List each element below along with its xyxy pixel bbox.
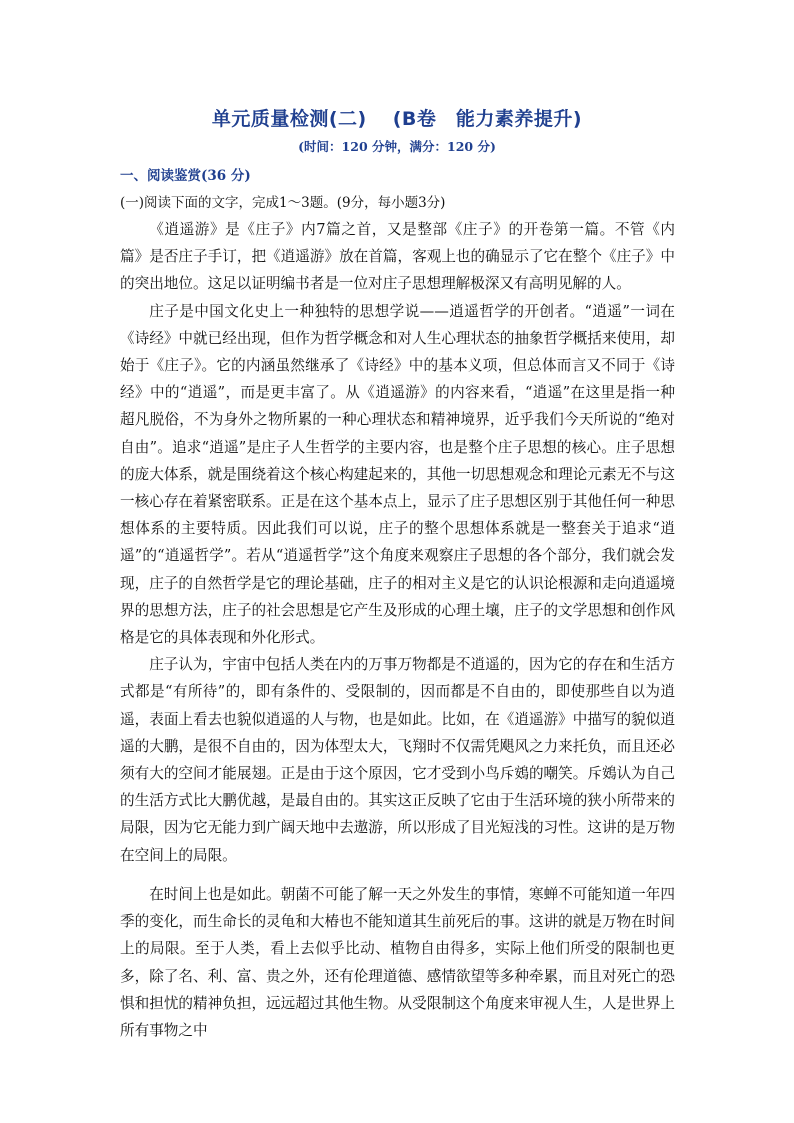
paragraph: 《逍遥游》是《庄子》内7篇之首，又是整部《庄子》的开卷第一篇。不管《内篇》是否庄子手订，把《逍遥游》放在首篇，客观上也的确显示了它在整个《庄子》中的突出地位。这足以证明编书者是一位对庄子思想理解极深又有高明见解的人。 [120,221,675,293]
exam-meta: (时间：120 分钟，满分：120 分) [298,139,496,154]
paragraph: 庄子认为，宇宙中包括人类在内的万事万物都是不逍遥的，因为它的存在和生活方式都是“有所待”的，即有条件的、受限制的，因而都是不自由的，即使那些自以为逍遥，表面上看去也貌似逍遥的人与物，也是如此。比如，在《逍遥游》中描写的貌似逍遥的大鹏，是很不自由的，因为体型太大，飞翔时不仅需凭飓风之力来托负，而且还必须有大的空间才能展翅。正是由于这个原因，它才受到小鸟斥鴳的嘲笑。斥鴳认为自己的生活方式比大鹏优越，是最自由的。其实这正反映了它由于生活环境的狭小所带来的局限，因为它无能力到广阔天地中去遨游，所以形成了目光短浅的习性。这讲的是万物在空间上的局限。 [120,656,675,864]
section-heading: 一、阅读鉴赏(36 分) [120,168,251,184]
passage-block-1 [120,216,675,869]
paragraph: 在时间上也是如此。朝菌不可能了解一天之外发生的事情，寒蝉不可能知道一年四季的变化，而生命长的灵龟和大椿也不能知道其生前死后的事。这讲的就是万物在时间上的局限。至于人类，看上去似乎比动、植物自由得多，实际上他们所受的限制也更多，除了名、利、富、贵之外，还有伦理道德、感情欲望等多种牵累，而且对死亡的恐惧和担忧的精神负担，远远超过其他生物。从受限制这个角度来审视人生，人是世界上所有事物之中 [120,886,675,1040]
title-sub: (B卷 能力素养提升) [392,108,583,130]
section-instruction: (一)阅读下面的文字，完成1～3题。(9分，每小题3分) [120,195,446,211]
title-main: 单元质量检测(二) [211,108,367,130]
document-title [0,104,794,131]
paragraph: 庄子是中国文化史上一种独特的思想学说——逍遥哲学的开创者。“逍遥”一词在《诗经》中就已经出现，但作为哲学概念和对人生心理状态的抽象哲学概括来使用，却始于《庄子》。它的内涵虽然继承了《诗经》中的基本义项，但总体而言又不同于《诗经》中的“逍遥”，而是更丰富了。从《逍遥游》的内容来看，“逍遥”在这里是指一种超凡脱俗，不为身外之物所累的一种心理状态和精神境界，近乎我们今天所说的“绝对自由”。追求“逍遥”是庄子人生哲学的主要内容，也是整个庄子思想的核心。庄子思想的庞大体系，就是围绕着这个核心构建起来的，其他一切思想观念和理论元素无不与这一核心存在着紧密联系。正是在这个基本点上，显示了庄子思想区别于其他任何一种思想体系的主要特质。因此我们可以说，庄子的整个思想体系就是一整套关于追求“逍遥”的“逍遥哲学”。若从“逍遥哲学”这个角度来观察庄子思想的各个部分，我们就会发现，庄子的自然哲学是它的理论基础，庄子的相对主义是它的认识论根源和走向逍遥境界的思想方法，庄子的社会思想是它产生及形成的心理土壤，庄子的文学思想和创作风格是它的具体表现和外化形式。 [120,302,675,647]
passage-block-2 [120,881,675,1044]
